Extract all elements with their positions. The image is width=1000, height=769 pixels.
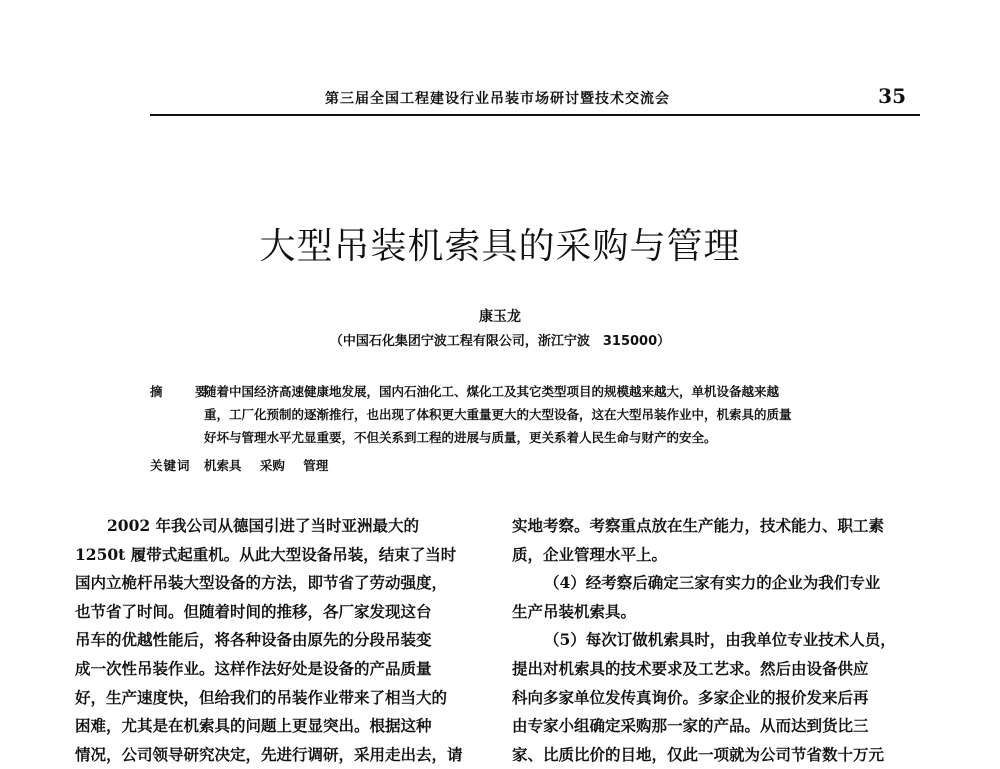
body-line: （4）经考察后确定三家有实力的企业为我们专业 [544, 573, 881, 593]
body-line: 生产吊装机索具。 [512, 601, 637, 621]
journal-title: 第三届全国工程建设行业吊装市场研讨暨技术交流会 [325, 91, 670, 107]
body-line: 困难，尤其是在机索具的问题上更显突出。根据这种 [75, 716, 432, 736]
keywords-list [204, 456, 342, 474]
page-number: 35 [878, 84, 906, 108]
body-right-column [512, 512, 932, 769]
body-line: 也节省了时间。但随着时间的推移，各厂家发现这台 [75, 601, 432, 621]
body-line: （5）每次订做机索具时，由我单位专业技术人员， [544, 630, 896, 650]
abstract-label: 摘 要 [150, 384, 218, 399]
body-line: 国内立桅杆吊装大型设备的方法，即节省了劳动强度， [75, 573, 448, 593]
body-line: 好，生产速度快，但给我们的吊装作业带来了相当大的 [75, 687, 448, 707]
running-header [150, 82, 920, 112]
article-title: 大型吊装机索具的采购与管理 [259, 226, 741, 267]
keyword: 采购 [259, 458, 285, 473]
body-line: 提出对机索具的技术要求及工艺求。然后由设备供应 [512, 658, 869, 678]
body-line: 科向多家单位发传真询价。多家企业的报价发来后再 [512, 687, 869, 707]
keywords-label: 关键词 [150, 458, 191, 473]
body-line: 质，企业管理水平上。 [512, 544, 668, 564]
header-divider [150, 114, 920, 116]
author-affiliation: （中国石化集团宁波工程有限公司，浙江宁波 315000） [329, 334, 671, 349]
body-line: 情况，公司领导研究决定，先进行调研，采用走出去，请 [75, 744, 463, 764]
body-line: 由专家小组确定采购那一家的产品。从而达到货比三 [512, 716, 869, 736]
abstract-body [204, 380, 894, 449]
author-name: 康玉龙 [479, 309, 521, 325]
abstract-line: 随着中国经济高速健康地发展，国内石油化工、煤化工及其它类型项目的规模越来越大，单机设备越来越 [204, 384, 780, 399]
body-line: 2002 年我公司从德国引进了当时亚洲最大的 [107, 516, 420, 535]
body-line: 实地考察。考察重点放在生产能力，技术能力、职工素 [512, 516, 885, 535]
body-line: 吊车的优越性能后，将各种设备由原先的分段吊装变 [75, 630, 432, 650]
keyword: 管理 [303, 458, 329, 473]
abstract-line: 好坏与管理水平尤显重要，不但关系到工程的进展与质量，更关系着人民生命与财产的安全。 [204, 430, 717, 445]
abstract-line: 重，工厂化预制的逐渐推行，也出现了体积更大重量更大的大型设备，这在大型吊装作业中，机索具的质量 [204, 407, 792, 422]
body-left-column [75, 512, 475, 769]
body-line: 家、比质比价的目地，仅此一项就为公司节省数十万元 [512, 744, 885, 764]
body-line: 1250t 履带式起重机。从此大型设备吊装，结束了当时 [75, 544, 457, 564]
keyword: 机索具 [204, 458, 242, 473]
body-line: 成一次性吊装作业。这样作法好处是设备的产品质量 [75, 658, 432, 678]
